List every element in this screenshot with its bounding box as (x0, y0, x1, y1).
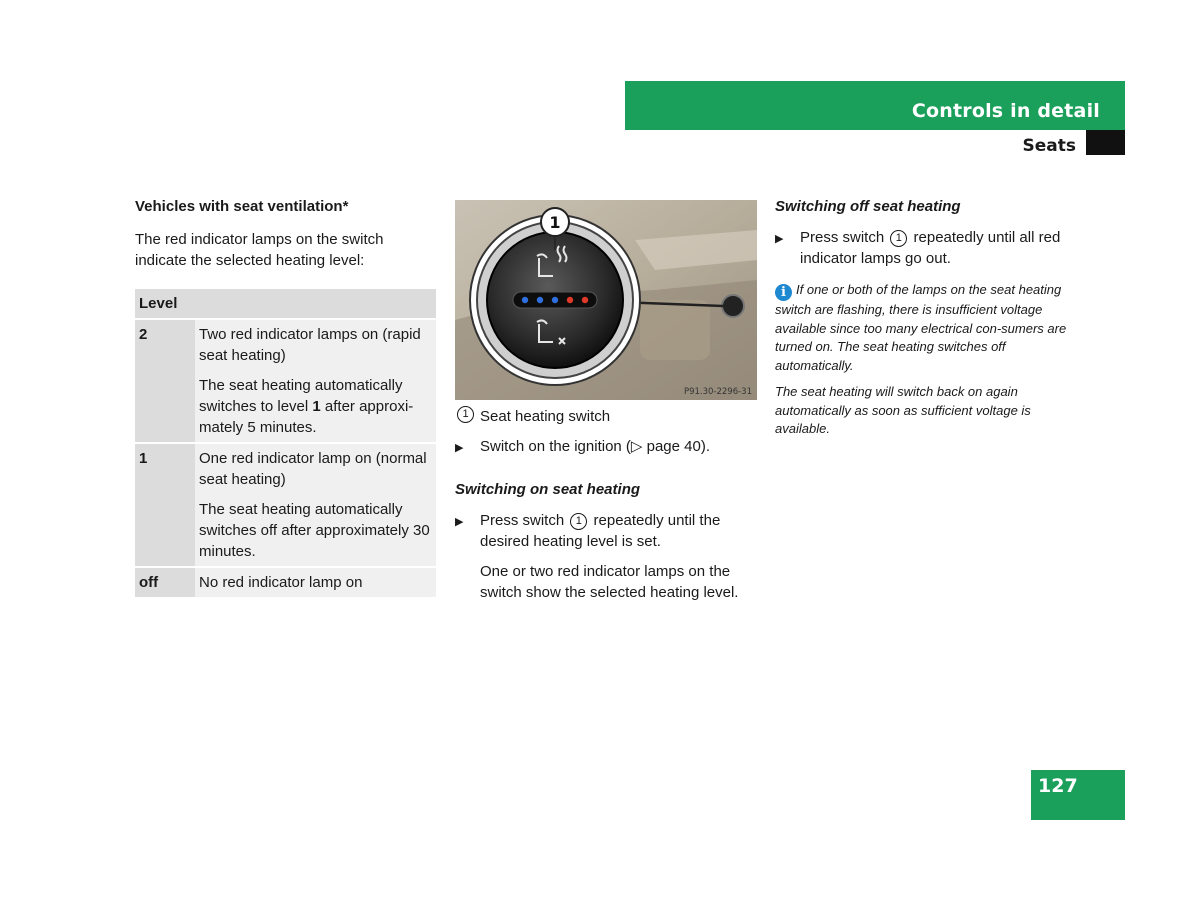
press-switch-step: Press switch 1 repeatedly until the desired heating level is set. (480, 512, 721, 550)
level-cell: 2 (135, 319, 195, 443)
description-cell (195, 567, 436, 597)
indicator-lamp (582, 297, 588, 303)
switch-illustration (455, 200, 757, 400)
caption-text: Seat heating switch (480, 408, 611, 425)
indicator-lamp (567, 297, 573, 303)
level-note: The seat heating automatically switches off after approximately 30 minutes. (199, 501, 430, 560)
section-title: Controls in detail (911, 100, 1100, 122)
list-item (455, 510, 757, 552)
ventilation-intro: The red indicator lamps on the switch indicate the selected heating level: (135, 231, 384, 269)
voltage-note: i If one or both of the lamps on the seat heating switch are flashing, there is insufficient voltage available since too many electrical con-sumers are turned on. The seat heating switches off automatically. (775, 282, 1067, 373)
subsection-title: Seats (1022, 136, 1076, 156)
level-description: Two red indicator lamps on (rapid seat heating) (199, 326, 421, 364)
image-code: P91.30-2296-31 (683, 387, 752, 397)
description-cell (195, 443, 436, 567)
level-cell: off (135, 567, 195, 597)
indicator-lamp (522, 297, 528, 303)
callout-marker: 1 (457, 406, 474, 423)
description-cell (195, 319, 436, 443)
left-column (135, 196, 435, 597)
ventilation-heading: Vehicles with seat ventilation* (135, 198, 349, 215)
table-header-row (135, 288, 436, 319)
table-header-level: Level (135, 288, 195, 319)
middle-column (455, 200, 757, 612)
switch-off-heading: Switching off seat heating (775, 198, 961, 215)
level-description: One red indicator lamp on (normal seat heating) (199, 450, 427, 488)
indicator-lamp (537, 297, 543, 303)
table-row (135, 319, 436, 443)
callout-number: 1 (549, 213, 561, 232)
right-column (775, 196, 1080, 447)
table-row (135, 567, 436, 597)
info-icon: i (775, 284, 792, 301)
bullet-arrow-icon: ▶ (775, 233, 784, 245)
level-description: No red indicator lamp on (199, 574, 363, 591)
level-note: The seat heating automatically switches to level 1 after approxi-mately 5 minutes. (199, 377, 414, 436)
page-number: 127 (1038, 775, 1078, 797)
page-number-box (1031, 770, 1125, 820)
subsection-marker (1086, 130, 1125, 155)
press-switch-off-step: Press switch 1 repeatedly until all red indicator lamps go out. (800, 229, 1061, 267)
section-header-bar (625, 81, 1125, 130)
lamp-followup: One or two red indicator lamps on the switch show the selected heating level. (480, 563, 739, 601)
ignition-step: Switch on the ignition (▷ page 40). (480, 438, 711, 455)
level-cell: 1 (135, 443, 195, 567)
image-caption (455, 406, 757, 427)
indicator-lamp (552, 297, 558, 303)
callout-marker: 1 (570, 513, 587, 530)
switch-back-note: The seat heating will switch back on again automatically as soon as sufficient voltage is available. (775, 384, 1031, 436)
heating-level-table (135, 287, 436, 597)
table-row (135, 443, 436, 567)
callout-marker: 1 (890, 230, 907, 247)
list-item (455, 436, 757, 459)
seat-heating-switch-photo (455, 200, 757, 400)
table-header-description (195, 288, 436, 319)
bullet-arrow-icon: ▶ (455, 442, 464, 454)
switch-on-heading: Switching on seat heating (455, 481, 641, 498)
bullet-arrow-icon: ▶ (455, 516, 464, 528)
list-item (775, 227, 1080, 269)
